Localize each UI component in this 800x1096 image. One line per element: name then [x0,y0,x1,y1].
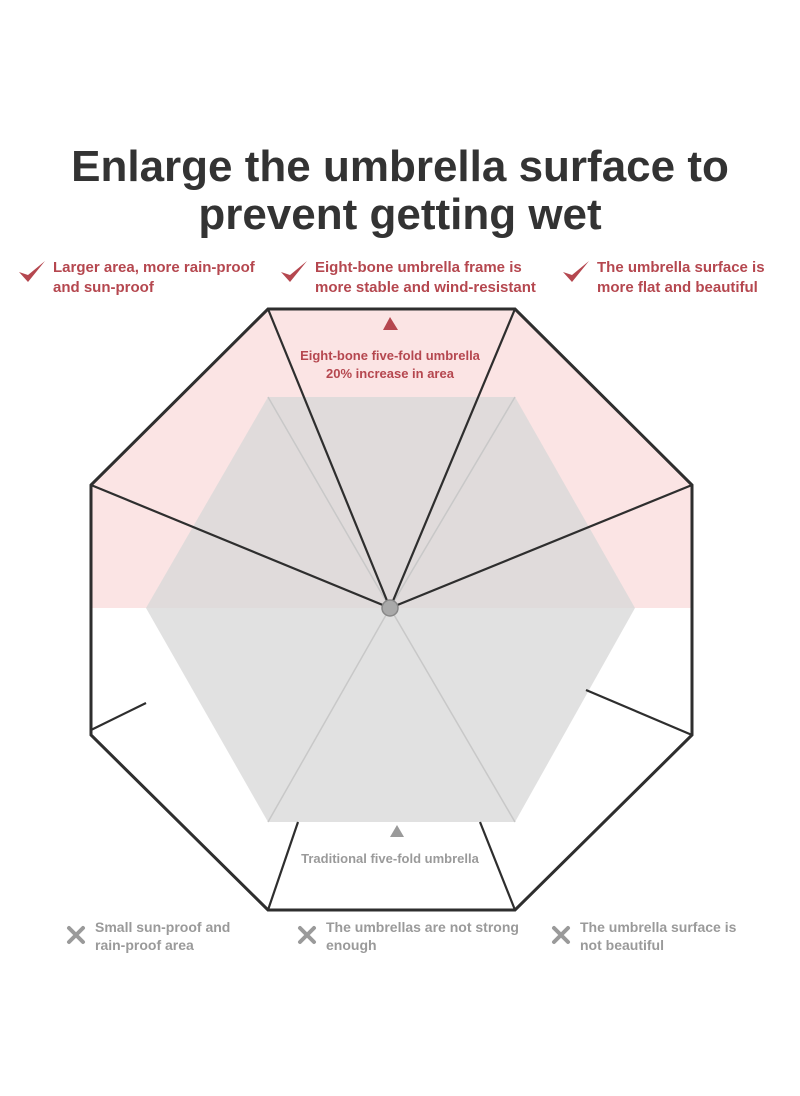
cross-icon [551,925,571,945]
disadvantage-item-area [66,918,230,954]
title-line-2: prevent getting wet [198,190,602,239]
traditional-label: Traditional five-fold umbrella [301,851,479,866]
advantage-frame-line-1: Eight-bone umbrella frame is [315,259,522,276]
eight-bone-label-line-1: Eight-bone five-fold umbrella [300,348,480,363]
umbrella-hub [382,600,398,616]
advantage-area-line-1: Larger area, more rain-proof [53,259,255,276]
disadvantage-item-strength [297,918,519,954]
advantage-area-line-2: and sun-proof [53,279,154,296]
eight-bone-label [250,347,530,383]
disadvantage-strength-line-2: enough [326,937,377,953]
traditional-pointer-icon [390,825,404,837]
advantage-surface-line-1: The umbrella surface is [597,259,765,276]
cross-icon [66,925,86,945]
disadvantage-area-line-2: rain-proof area [95,937,194,953]
disadvantage-item-surface [551,918,736,954]
advantage-frame-line-2: more stable and wind-resistant [315,279,536,296]
cross-icon [297,925,317,945]
disadvantage-area-line-1: Small sun-proof and [95,919,231,935]
advantage-surface-line-2: more flat and beautiful [597,279,758,296]
disadvantage-surface-line-2: not beautiful [580,937,664,953]
title-line-1: Enlarge the umbrella surface to [71,142,729,191]
disadvantage-strength-line-1: The umbrellas are not strong [326,919,519,935]
disadvantage-surface-line-1: The umbrella surface is [580,919,737,935]
eight-bone-label-line-2: 20% increase in area [326,366,454,381]
